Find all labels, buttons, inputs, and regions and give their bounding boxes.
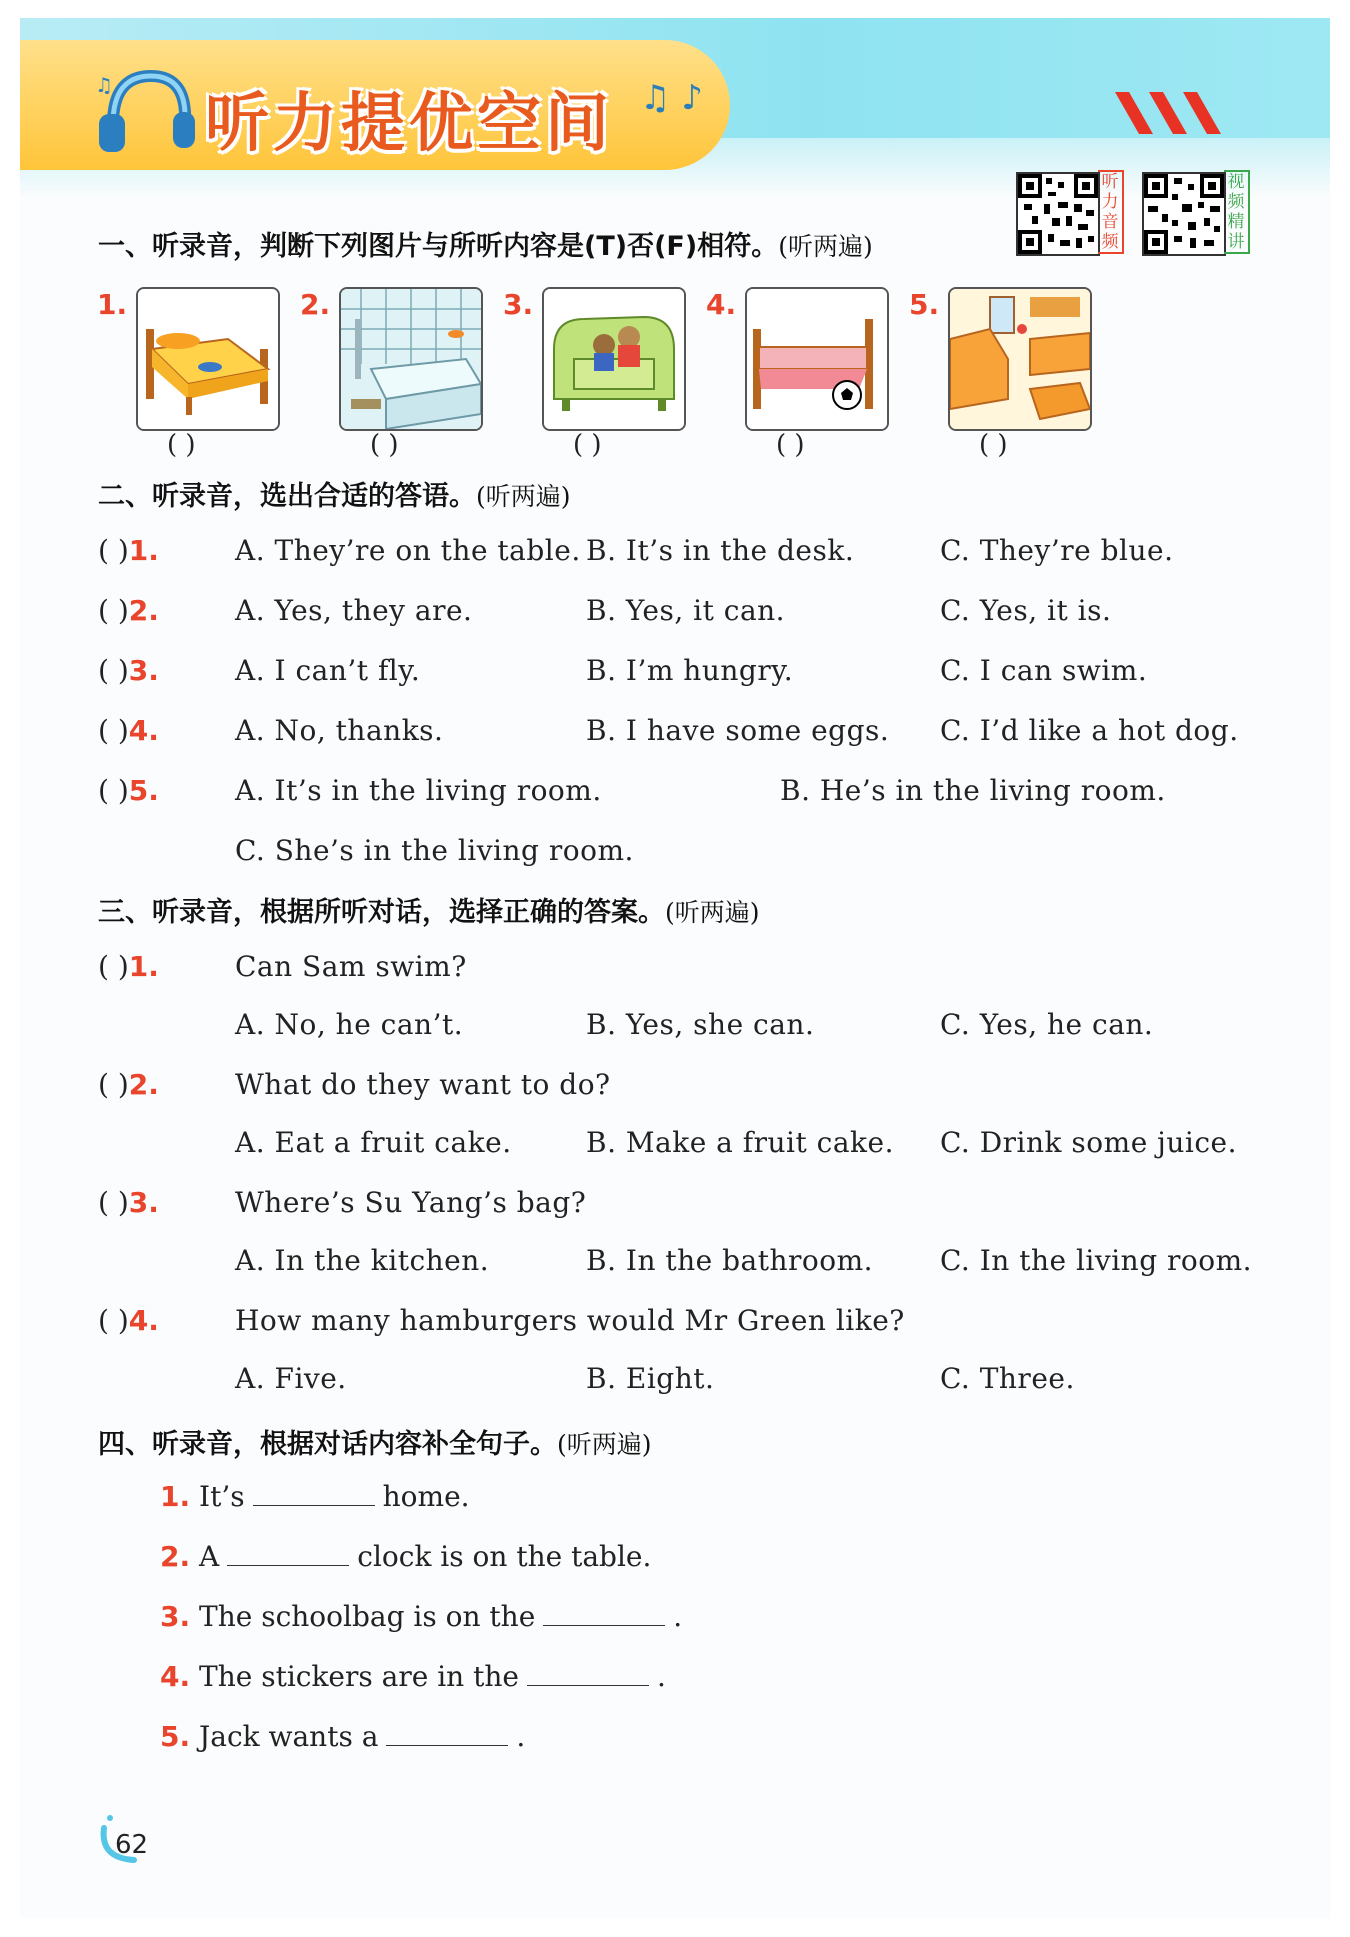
answer-blank[interactable] (543, 1601, 665, 1626)
section-2-title: 二、听录音，选出合适的答语。 (98, 481, 476, 512)
answer-blank[interactable] (527, 1661, 649, 1686)
list-item (98, 1304, 159, 1337)
bed-icon (136, 287, 280, 431)
answer-paren[interactable]: ( ) (98, 654, 129, 687)
picture-number: 3. (503, 288, 534, 321)
list-item (98, 1068, 159, 1101)
question-number: 1. (128, 534, 159, 567)
option-c: C. I can swim. (940, 654, 1148, 687)
answer-paren[interactable]: ( ) (98, 594, 129, 627)
bathroom-icon (339, 287, 483, 431)
option-b: B. In the bathroom. (586, 1244, 874, 1277)
sentence-end: . (516, 1720, 526, 1753)
video-qr-label: 视频精讲 (1224, 170, 1250, 254)
option-c: C. Yes, it is. (940, 594, 1112, 627)
picture-number: 2. (300, 288, 331, 321)
page-title: 听力提优空间 (205, 87, 613, 161)
question-number: 5. (128, 774, 159, 807)
section-4-note: (听两遍) (557, 1430, 652, 1459)
question-number: 4. (128, 1304, 159, 1337)
section-3-heading (98, 890, 760, 929)
question-number: 4. (160, 1660, 191, 1693)
option-b: B. Yes, it can. (586, 594, 786, 627)
list-item (98, 950, 159, 983)
section-4-heading (98, 1422, 652, 1461)
section-2-note: (听两遍) (476, 482, 571, 511)
option-a: A. No, he can’t. (235, 1008, 464, 1041)
sentence-end: clock is on the table. (357, 1540, 652, 1573)
option-b: B. I’m hungry. (586, 654, 794, 687)
section-3-note: (听两遍) (665, 898, 760, 927)
answer-paren[interactable]: ( ) (167, 430, 196, 460)
fill-in-sentence (160, 1480, 470, 1513)
answer-blank[interactable] (386, 1721, 508, 1746)
answer-paren[interactable]: ( ) (98, 534, 129, 567)
question-number: 3. (160, 1600, 191, 1633)
headphones-icon (95, 62, 195, 162)
sentence-start: The stickers are in the (199, 1660, 519, 1693)
option-c: C. Yes, he can. (940, 1008, 1154, 1041)
svg-text:♫: ♫ (95, 73, 113, 97)
list-item (98, 654, 159, 687)
section-3-title: 三、听录音，根据所听对话，选择正确的答案。 (98, 897, 665, 928)
sentence-end: . (656, 1660, 666, 1693)
section-1-note: (听两遍) (778, 232, 873, 261)
option-b: B. Eight. (586, 1362, 715, 1395)
option-b: B. I have some eggs. (586, 714, 890, 747)
option-b: B. It’s in the desk. (586, 534, 855, 567)
question-number: 2. (128, 1068, 159, 1101)
option-c: C. Drink some juice. (940, 1126, 1237, 1159)
picture-number: 4. (706, 288, 737, 321)
option-a: A. Five. (235, 1362, 347, 1395)
question-text: What do they want to do? (235, 1068, 611, 1101)
picture-number: 5. (909, 288, 940, 321)
sentence-end: . (673, 1600, 683, 1633)
list-item (98, 534, 159, 567)
answer-paren[interactable]: ( ) (98, 1304, 129, 1337)
sentence-end: home. (382, 1480, 470, 1513)
question-number: 2. (128, 594, 159, 627)
sofa-icon (542, 287, 686, 431)
question-number: 5. (160, 1720, 191, 1753)
sentence-start: The schoolbag is on the (199, 1600, 536, 1633)
answer-paren[interactable]: ( ) (573, 430, 602, 460)
option-c: C. She’s in the living room. (235, 834, 634, 867)
option-a: A. Eat a fruit cake. (235, 1126, 512, 1159)
music-notes-icon: ♫ ♪ (640, 78, 703, 118)
answer-paren[interactable]: ( ) (370, 430, 399, 460)
audio-qr-code-icon[interactable] (1016, 172, 1100, 256)
picture-number: 1. (97, 288, 128, 321)
question-number: 2. (160, 1540, 191, 1573)
answer-paren[interactable]: ( ) (98, 714, 129, 747)
video-qr-code-icon[interactable] (1142, 172, 1226, 256)
answer-paren[interactable]: ( ) (979, 430, 1008, 460)
answer-paren[interactable]: ( ) (98, 1068, 129, 1101)
bed-football-icon (745, 287, 889, 431)
option-c: C. In the living room. (940, 1244, 1253, 1277)
list-item (98, 714, 159, 747)
question-number: 3. (128, 654, 159, 687)
option-b: B. Make a fruit cake. (586, 1126, 894, 1159)
answer-paren[interactable]: ( ) (776, 430, 805, 460)
question-text: Where’s Su Yang’s bag? (235, 1186, 587, 1219)
option-a: A. I can’t fly. (235, 654, 421, 687)
option-a: A. No, thanks. (235, 714, 444, 747)
question-text: How many hamburgers would Mr Green like? (235, 1304, 905, 1337)
fill-in-sentence (160, 1600, 682, 1633)
list-item (98, 1186, 159, 1219)
sentence-start: Jack wants a (199, 1720, 379, 1753)
page-number: 62 (115, 1830, 149, 1860)
question-number: 4. (128, 714, 159, 747)
option-a: A. They’re on the table. (235, 534, 581, 567)
answer-blank[interactable] (253, 1481, 375, 1506)
fill-in-sentence (160, 1540, 651, 1573)
fill-in-sentence (160, 1720, 525, 1753)
sentence-start: A (199, 1540, 220, 1573)
section-1-title: 一、听录音，判断下列图片与所听内容是(T)否(F)相符。 (98, 231, 779, 262)
option-b: B. He’s in the living room. (780, 774, 1166, 807)
audio-qr-label: 听力音频 (1098, 170, 1124, 254)
answer-paren[interactable]: ( ) (98, 774, 129, 807)
option-c: C. Three. (940, 1362, 1075, 1395)
option-a: A. In the kitchen. (235, 1244, 490, 1277)
option-c: C. I’d like a hot dog. (940, 714, 1239, 747)
question-number: 3. (128, 1186, 159, 1219)
sentence-start: It’s (199, 1480, 245, 1513)
answer-paren[interactable]: ( ) (98, 1186, 129, 1219)
answer-paren[interactable]: ( ) (98, 950, 129, 983)
list-item (98, 594, 159, 627)
option-c: C. They’re blue. (940, 534, 1174, 567)
answer-blank[interactable] (227, 1541, 349, 1566)
option-b: B. Yes, she can. (586, 1008, 815, 1041)
list-item (98, 774, 159, 807)
question-number: 1. (128, 950, 159, 983)
question-number: 1. (160, 1480, 191, 1513)
section-1-heading (98, 224, 873, 263)
option-a: A. Yes, they are. (235, 594, 473, 627)
section-2-heading (98, 474, 571, 513)
decorative-stripes-icon (1115, 88, 1235, 138)
fill-in-sentence (160, 1660, 666, 1693)
option-a: A. It’s in the living room. (235, 774, 602, 807)
question-text: Can Sam swim? (235, 950, 467, 983)
living-room-icon (948, 287, 1092, 431)
section-4-title: 四、听录音，根据对话内容补全句子。 (98, 1429, 557, 1460)
